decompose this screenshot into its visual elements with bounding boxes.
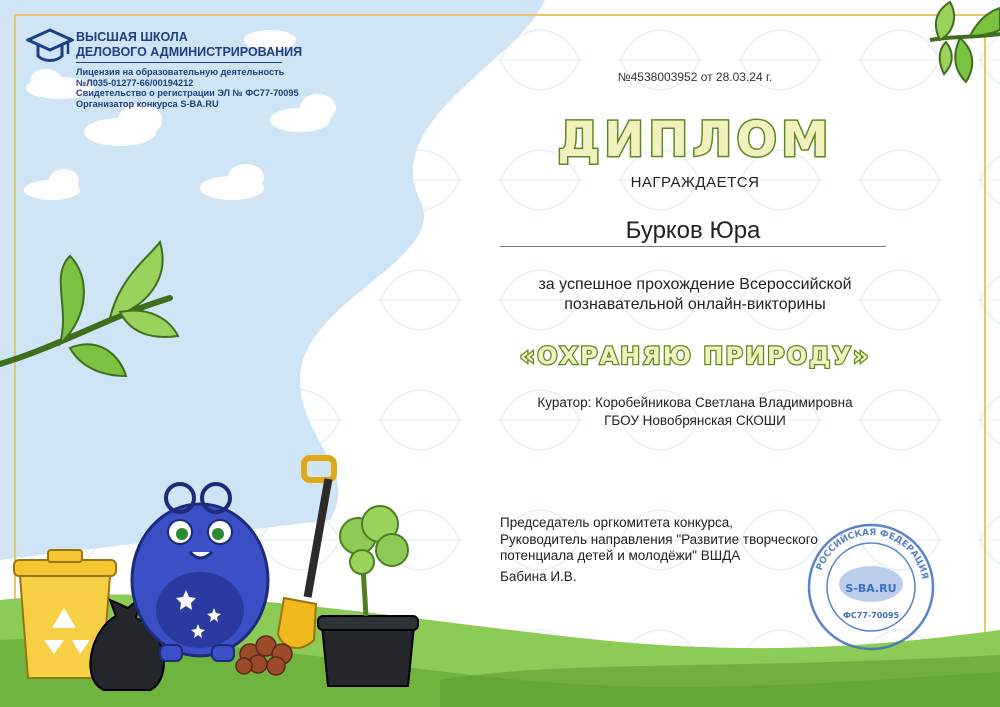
stamp-center-text: S-BA.RU [845, 582, 897, 595]
leafy-branch-left [0, 236, 200, 386]
recipient-name: Бурков Юра [625, 217, 761, 244]
curator-block [470, 394, 920, 430]
organization-name-line2: ДЕЛОВОГО АДМИНИСТРИРОВАНИЯ [76, 45, 303, 59]
organization-info [76, 67, 299, 109]
chairman-line2: Руководитель направления "Развитие творческого [500, 531, 818, 547]
license-number: №Л035-01277-66/00194212 [76, 77, 194, 88]
quiz-title [470, 336, 920, 372]
diploma-title-text: ДИПЛОМ [557, 112, 833, 168]
registration-text: Свидетельство о регистрации ЭЛ № ФС77-70095 [76, 88, 299, 99]
graduation-cap-icon [26, 26, 74, 66]
curator-name: Куратор: Коробейникова Светлана Владимировна [537, 395, 853, 410]
signer-name: Бабина И.В. [500, 569, 577, 584]
organization-divider [76, 62, 282, 63]
stamp-number-text: ФС77-70095 [842, 611, 900, 620]
chairman-line1: Председатель оргкомитета конкурса, [500, 515, 734, 530]
organizer-text: Организатор конкурса S-BA.RU [76, 98, 219, 109]
potted-tree [318, 506, 418, 686]
organization-name-line1: ВЫСШАЯ ШКОЛА [76, 30, 188, 44]
license-text: Лицензия на образовательную деятельность [76, 67, 285, 77]
organization-name [76, 30, 302, 60]
description-line1: за успешное прохождение Всероссийской [538, 276, 852, 293]
recipient-underline [500, 246, 886, 247]
quiz-title-text: «ОХРАНЯЮ ПРИРОДУ» [519, 342, 871, 370]
description-line2: познавательной онлайн-викторины [564, 296, 826, 313]
school-name: ГБОУ Новобрянская СКОШИ [604, 413, 786, 428]
diploma-title [500, 108, 890, 170]
document-number: №4538003952 от 28.03.24 г. [617, 70, 773, 84]
leafy-branch-top-right [910, 0, 1000, 90]
award-description [470, 275, 920, 315]
chairman-block [500, 515, 830, 565]
awarded-label: НАГРАЖДАЕТСЯ [630, 174, 760, 191]
stamp-ring-text: РОССИЙСКАЯ ФЕДЕРАЦИЯ [814, 527, 930, 581]
eco-illustration [0, 440, 440, 700]
official-stamp [805, 522, 937, 652]
chairman-line3: потенциала детей и молодёжи" ВШДА [500, 548, 741, 563]
